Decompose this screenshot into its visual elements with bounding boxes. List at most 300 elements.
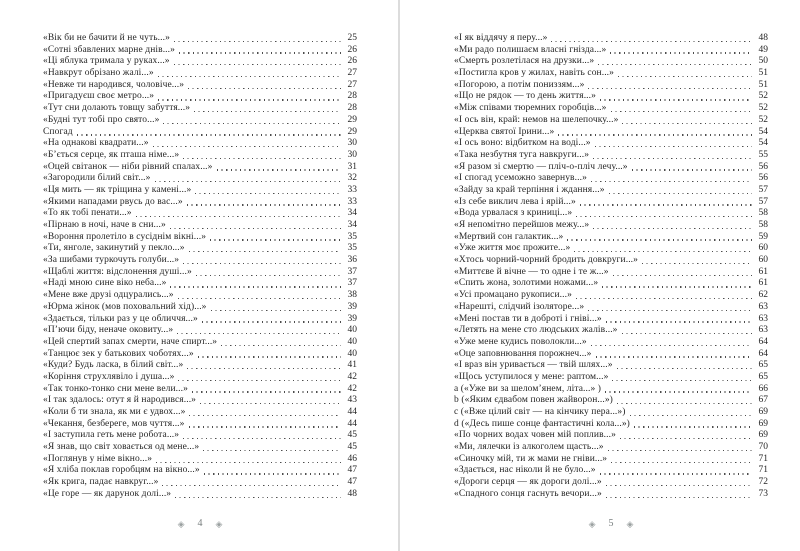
toc-entry bbox=[43, 454, 357, 466]
toc-entry-page-number: 71 bbox=[758, 465, 768, 476]
toc-entry bbox=[454, 208, 768, 220]
toc-page-left bbox=[0, 0, 399, 551]
diamond-ornament-icon: ◈ bbox=[177, 518, 185, 529]
toc-entry-title: «Пірнаю в ночі, наче в сни...» bbox=[43, 220, 166, 230]
dot-leader bbox=[576, 216, 752, 217]
toc-entry bbox=[454, 173, 768, 185]
toc-entry-title: «Зайду за край терпіння і ждання...» bbox=[454, 184, 605, 195]
toc-entry-title: «Танцює зек у батькових чоботях...» bbox=[43, 348, 194, 359]
dot-leader bbox=[178, 298, 341, 299]
toc-list-right bbox=[454, 33, 768, 501]
dot-leader bbox=[187, 368, 341, 369]
dot-leader bbox=[602, 286, 752, 287]
toc-entry-page-number: 57 bbox=[758, 184, 768, 195]
toc-entry bbox=[43, 150, 357, 162]
dot-leader bbox=[203, 450, 341, 451]
dot-leader bbox=[618, 76, 752, 77]
toc-entry-title: «Я знав, що світ ховається од мене...» bbox=[43, 442, 200, 453]
toc-entry-page-number: 27 bbox=[347, 79, 357, 90]
toc-entry-title: «Церква святої Ірини...» bbox=[454, 126, 555, 137]
toc-entry-page-number: 57 bbox=[758, 196, 768, 207]
dot-leader bbox=[610, 52, 752, 53]
toc-entry-page-number: 72 bbox=[758, 477, 768, 488]
toc-entry-page-number: 45 bbox=[347, 430, 357, 441]
toc-entry-page-number: 70 bbox=[758, 442, 768, 453]
toc-entry bbox=[454, 290, 768, 302]
toc-entry-title: «Я хліба поклав горобцям на вікно...» bbox=[43, 465, 200, 476]
toc-entry bbox=[454, 465, 768, 477]
dot-leader bbox=[158, 76, 341, 77]
dot-leader bbox=[174, 41, 341, 42]
toc-entry bbox=[454, 115, 768, 127]
toc-entry-title: «Навкрут обрізано жалі...» bbox=[43, 68, 154, 79]
toc-entry bbox=[454, 384, 768, 396]
toc-entry-page-number: 63 bbox=[758, 301, 768, 312]
toc-entry-title: «За шибами туркочуть голуби...» bbox=[43, 255, 180, 266]
toc-entry bbox=[43, 419, 357, 431]
toc-entry-page-number: 29 bbox=[347, 126, 357, 137]
toc-entry bbox=[454, 56, 768, 68]
toc-entry-title: «То як тобі пенати...» bbox=[43, 208, 132, 219]
toc-entry-page-number: 69 bbox=[758, 430, 768, 441]
toc-entry-title: «Мертвий сон галактик...» bbox=[454, 231, 564, 242]
toc-entry bbox=[454, 45, 768, 57]
toc-entry-page-number: 44 bbox=[347, 407, 357, 417]
dot-leader bbox=[187, 204, 341, 205]
dot-leader bbox=[634, 426, 752, 427]
toc-entry-title: «Погорою, а потім пониззям...» bbox=[454, 79, 585, 90]
toc-entry-page-number: 25 bbox=[347, 33, 357, 43]
dot-leader bbox=[189, 251, 341, 252]
toc-entry bbox=[454, 395, 768, 407]
dot-leader bbox=[198, 356, 341, 357]
dot-leader bbox=[162, 485, 341, 486]
dot-leader bbox=[217, 169, 342, 170]
dot-leader bbox=[177, 333, 341, 334]
dot-leader bbox=[632, 169, 752, 170]
toc-entry-title: «Смерть розлетілася на друзки...» bbox=[454, 56, 595, 67]
toc-entry-page-number: 44 bbox=[347, 418, 357, 429]
toc-entry-page-number: 35 bbox=[347, 243, 357, 254]
toc-entry bbox=[454, 103, 768, 115]
dot-leader bbox=[202, 321, 341, 322]
toc-entry-title: a («Уже ви за шелом’янем, літа...» ) bbox=[454, 383, 602, 394]
dot-leader bbox=[183, 263, 341, 264]
toc-entry-page-number: 48 bbox=[758, 33, 768, 43]
toc-entry-title: «І спогад усеможно завернув...» bbox=[454, 173, 587, 184]
toc-entry bbox=[43, 220, 357, 232]
folio-page-number-left: 4 bbox=[197, 518, 203, 529]
dot-leader bbox=[588, 310, 752, 311]
toc-entry-title: «Ти, янголе, закинутий у пекло...» bbox=[43, 243, 185, 254]
toc-entry bbox=[454, 278, 768, 290]
dot-leader bbox=[194, 111, 341, 112]
toc-entry-page-number: 52 bbox=[758, 114, 768, 125]
toc-entry bbox=[43, 232, 357, 244]
toc-entry bbox=[454, 80, 768, 92]
toc-entry bbox=[43, 477, 357, 489]
toc-entry-page-number: 42 bbox=[347, 371, 357, 382]
toc-entry-title: «Так тонко-тонко сни мене вели...» bbox=[43, 383, 188, 394]
toc-entry bbox=[43, 384, 357, 396]
dot-leader bbox=[174, 64, 341, 65]
dot-leader bbox=[170, 286, 341, 287]
dot-leader bbox=[617, 368, 752, 369]
dot-leader bbox=[574, 251, 752, 252]
toc-entry-title: «Куди? Будь ласка, в білий світ...» bbox=[43, 360, 184, 371]
toc-entry-page-number: 69 bbox=[758, 418, 768, 429]
toc-entry bbox=[43, 91, 357, 103]
dot-leader bbox=[608, 450, 752, 451]
toc-entry-page-number: 65 bbox=[758, 371, 768, 382]
toc-entry-title: «І ось воно: відбитком на воді...» bbox=[454, 138, 591, 149]
dot-leader bbox=[611, 462, 752, 463]
toc-entry bbox=[43, 197, 357, 209]
toc-entry-title: «Наді мною сине віко неба...» bbox=[43, 278, 167, 289]
toc-entry-page-number: 64 bbox=[758, 348, 768, 359]
toc-entry-page-number: 26 bbox=[347, 56, 357, 67]
toc-entry bbox=[454, 337, 768, 349]
toc-entry-page-number: 30 bbox=[347, 138, 357, 149]
toc-entry-page-number: 40 bbox=[347, 325, 357, 336]
toc-entry bbox=[454, 360, 768, 372]
toc-entry bbox=[454, 454, 768, 466]
toc-entry bbox=[43, 173, 357, 185]
dot-leader bbox=[170, 228, 341, 229]
toc-entry-page-number: 65 bbox=[758, 360, 768, 371]
dot-leader bbox=[155, 181, 342, 182]
toc-entry-page-number: 50 bbox=[758, 56, 768, 67]
toc-entry bbox=[43, 395, 357, 407]
toc-entry-page-number: 56 bbox=[758, 161, 768, 172]
dot-leader bbox=[211, 310, 341, 311]
toc-entry bbox=[454, 267, 768, 279]
toc-entry-page-number: 54 bbox=[758, 138, 768, 149]
dot-leader bbox=[77, 134, 341, 135]
toc-entry bbox=[454, 489, 768, 501]
toc-entry bbox=[43, 360, 357, 372]
toc-entry bbox=[454, 138, 768, 150]
toc-entry bbox=[43, 255, 357, 267]
toc-entry-page-number: 30 bbox=[347, 149, 357, 160]
toc-entry bbox=[43, 185, 357, 197]
toc-entry-page-number: 39 bbox=[347, 313, 357, 324]
dot-leader bbox=[611, 111, 752, 112]
toc-entry-page-number: 58 bbox=[758, 208, 768, 219]
toc-entry-title: «Якими нападами рвусь до вас...» bbox=[43, 196, 183, 207]
toc-entry-page-number: 40 bbox=[347, 348, 357, 359]
toc-entry-page-number: 51 bbox=[758, 68, 768, 79]
toc-entry-title: d («Десь пише сонце фантастичні кола...») bbox=[454, 418, 630, 429]
toc-entry-title: «І враз він уривається — твій шлях...» bbox=[454, 360, 613, 371]
dot-leader bbox=[591, 181, 752, 182]
toc-entry-title: «Миттєве й вічне — то одне і те ж...» bbox=[454, 266, 609, 277]
toc-entry-title: «Хтось чорний-чорний бродить довкруги...» bbox=[454, 255, 638, 266]
dot-leader bbox=[558, 134, 752, 135]
toc-entry bbox=[43, 302, 357, 314]
dot-leader bbox=[600, 473, 752, 474]
toc-entry-page-number: 56 bbox=[758, 173, 768, 184]
toc-entry-page-number: 61 bbox=[758, 278, 768, 289]
toc-entry-page-number: 37 bbox=[347, 278, 357, 289]
toc-entry-title: «Оце заповнювання порожнеч...» bbox=[454, 348, 592, 359]
toc-entry-title: «І заступила геть мене робота...» bbox=[43, 430, 180, 441]
toc-entry-title: «Ці яблука тримала у руках...» bbox=[43, 56, 170, 67]
toc-entry-title: Спогад bbox=[43, 126, 73, 137]
toc-entry bbox=[454, 232, 768, 244]
toc-entry-title: «І як віддячу я перу...» bbox=[454, 33, 548, 43]
toc-entry bbox=[43, 243, 357, 255]
diamond-ornament-icon: ◈ bbox=[215, 518, 223, 529]
toc-entry-title: «Ми радо полишаєм власні гнізда...» bbox=[454, 44, 607, 55]
folio-page-number-right: 5 bbox=[608, 518, 614, 529]
toc-entry bbox=[454, 127, 768, 139]
toc-entry-title: «Дороги серця — як дороги долі...» bbox=[454, 477, 602, 488]
toc-entry-title: «Будні тут тобі про свято...» bbox=[43, 114, 160, 125]
toc-entry-page-number: 63 bbox=[758, 313, 768, 324]
toc-entry-title: «Здається, тільки раз у це обличчя...» bbox=[43, 313, 198, 324]
toc-entry-page-number: 33 bbox=[347, 184, 357, 195]
toc-entry bbox=[454, 430, 768, 442]
toc-entry-page-number: 45 bbox=[347, 442, 357, 453]
toc-entry-title: «І ось він, край: немов на шелепочку...» bbox=[454, 114, 619, 125]
toc-entry-title: «Цей спертий запах смерти, наче спирт...» bbox=[43, 336, 218, 347]
toc-entry-page-number: 55 bbox=[758, 149, 768, 160]
dot-leader bbox=[606, 321, 752, 322]
toc-entry-page-number: 29 bbox=[347, 114, 357, 125]
toc-entry-page-number: 52 bbox=[758, 103, 768, 114]
toc-entry-title: «Сотні збавлених марне днів...» bbox=[43, 44, 175, 55]
toc-entry-title: «Здається, нас ніколи й не було...» bbox=[454, 465, 596, 476]
toc-entry-page-number: 73 bbox=[758, 488, 768, 499]
dot-leader bbox=[200, 403, 341, 404]
toc-entry-page-number: 36 bbox=[347, 255, 357, 266]
toc-entry bbox=[43, 372, 357, 384]
toc-entry-page-number: 58 bbox=[758, 220, 768, 230]
toc-entry-title: «Усі промацано рукописи...» bbox=[454, 290, 572, 301]
dot-leader bbox=[593, 158, 752, 159]
toc-entry-page-number: 64 bbox=[758, 336, 768, 347]
toc-entry-title: b («Яким єдвабом повен жайворон...») bbox=[454, 395, 613, 406]
toc-entry-page-number: 62 bbox=[758, 290, 768, 301]
toc-entry-title: «Вода урвалася з криниці...» bbox=[454, 208, 573, 219]
toc-entry bbox=[43, 80, 357, 92]
toc-entry bbox=[43, 349, 357, 361]
toc-entry bbox=[43, 56, 357, 68]
toc-entry-title: «П’ючи біду, неначе оковиту...» bbox=[43, 325, 174, 336]
toc-entry-title: «Із себе виклич лева і ярій...» bbox=[454, 196, 576, 207]
toc-entry-title: «І так здалось: отут я й народився...» bbox=[43, 395, 197, 406]
dot-leader bbox=[551, 41, 752, 42]
toc-entry-title: «Загородили білий світ...» bbox=[43, 173, 151, 184]
diamond-ornament-icon: ◈ bbox=[626, 518, 634, 529]
toc-entry-page-number: 67 bbox=[758, 395, 768, 406]
toc-entry bbox=[454, 220, 768, 232]
toc-entry-page-number: 26 bbox=[347, 44, 357, 55]
dot-leader bbox=[576, 298, 752, 299]
toc-entry bbox=[454, 419, 768, 431]
dot-leader bbox=[593, 228, 752, 229]
dot-leader bbox=[600, 99, 752, 100]
dot-leader bbox=[189, 426, 341, 427]
toc-entry bbox=[43, 103, 357, 115]
toc-entry-title: «Уже мене кудись поволокли...» bbox=[454, 336, 587, 347]
toc-entry-page-number: 41 bbox=[347, 360, 357, 371]
toc-entry-title: «Синочку мій, ти ж мами не гніви...» bbox=[454, 453, 608, 464]
toc-entry bbox=[43, 127, 357, 139]
toc-entry-page-number: 34 bbox=[347, 208, 357, 219]
dot-leader bbox=[136, 216, 341, 217]
toc-entry-page-number: 51 bbox=[758, 79, 768, 90]
dot-leader bbox=[153, 146, 341, 147]
dot-leader bbox=[622, 333, 752, 334]
toc-entry-title: «Вороння пролетіло в сусіднім вікні...» bbox=[43, 231, 207, 242]
diamond-ornament-icon: ◈ bbox=[588, 518, 596, 529]
toc-entry-title: «Це горе — як дарунок долі...» bbox=[43, 488, 172, 499]
toc-entry-page-number: 48 bbox=[347, 488, 357, 499]
toc-entry-title: «Поглянув у німе вікно...» bbox=[43, 453, 153, 464]
toc-entry bbox=[454, 197, 768, 209]
dot-leader bbox=[163, 123, 341, 124]
toc-entry bbox=[43, 33, 357, 45]
dot-leader bbox=[567, 239, 752, 240]
toc-entry-page-number: 59 bbox=[758, 231, 768, 242]
toc-entry bbox=[454, 407, 768, 419]
toc-entry bbox=[454, 91, 768, 103]
dot-leader bbox=[609, 193, 752, 194]
toc-entry bbox=[43, 442, 357, 454]
dot-leader bbox=[620, 438, 752, 439]
toc-entry-page-number: 61 bbox=[758, 266, 768, 277]
toc-entry-title: «Спадного сонця гаснуть вечори...» bbox=[454, 488, 602, 499]
toc-entry-title: «Я разом зі смертю — пліч-о-пліч лечу...» bbox=[454, 161, 628, 172]
toc-entry bbox=[43, 290, 357, 302]
dot-leader bbox=[192, 391, 341, 392]
toc-entry-title: «Вік би не бачити й не чуть...» bbox=[43, 33, 170, 43]
dot-leader bbox=[580, 204, 752, 205]
toc-entry-title: «Тут сни долають товщу забуття...» bbox=[43, 103, 191, 114]
toc-entry-page-number: 46 bbox=[347, 453, 357, 464]
toc-entry bbox=[43, 407, 357, 419]
dot-leader bbox=[591, 345, 752, 346]
toc-entry bbox=[454, 243, 768, 255]
toc-entry-page-number: 34 bbox=[347, 220, 357, 230]
dot-leader bbox=[588, 88, 752, 89]
toc-entry bbox=[454, 314, 768, 326]
toc-entry bbox=[43, 278, 357, 290]
toc-entry-page-number: 37 bbox=[347, 266, 357, 277]
toc-entry-page-number: 63 bbox=[758, 325, 768, 336]
toc-entry-page-number: 47 bbox=[347, 465, 357, 476]
toc-entry bbox=[454, 477, 768, 489]
page-footer-right bbox=[454, 519, 768, 529]
dot-leader bbox=[178, 380, 341, 381]
toc-entry-title: «Що не рядок — то день життя...» bbox=[454, 91, 596, 102]
dot-leader bbox=[195, 193, 341, 194]
toc-entry-title: «На однакові квадрати...» bbox=[43, 138, 149, 149]
toc-entry-page-number: 69 bbox=[758, 407, 768, 417]
toc-entry bbox=[454, 442, 768, 454]
toc-entry-page-number: 35 bbox=[347, 231, 357, 242]
toc-entry-title: «Як крига, падає навкруг...» bbox=[43, 477, 159, 488]
page-footer-left bbox=[43, 519, 357, 529]
toc-entry-page-number: 39 bbox=[347, 301, 357, 312]
toc-entry bbox=[454, 162, 768, 174]
toc-entry-title: «Уже життя моє прожите...» bbox=[454, 243, 571, 254]
dot-leader bbox=[183, 438, 341, 439]
toc-entry-page-number: 38 bbox=[347, 290, 357, 301]
toc-entry-title: «Б’ється серце, як пташа німе...» bbox=[43, 149, 180, 160]
toc-entry bbox=[454, 349, 768, 361]
toc-entry-title: c («Вже цілий світ — на кінчику пера...») bbox=[454, 407, 626, 417]
dot-leader bbox=[622, 123, 752, 124]
toc-entry-page-number: 52 bbox=[758, 91, 768, 102]
toc-entry-title: «Я непомітно перейшов межу...» bbox=[454, 220, 590, 230]
toc-entry bbox=[43, 208, 357, 220]
toc-entry bbox=[43, 115, 357, 127]
toc-entry bbox=[454, 372, 768, 384]
dot-leader bbox=[617, 403, 752, 404]
dot-leader bbox=[642, 263, 752, 264]
toc-entry-title: «Коріння струхлявіло і душа...» bbox=[43, 371, 175, 382]
toc-entry bbox=[43, 314, 357, 326]
toc-entry-title: «Летять на мене сто людських жалів...» bbox=[454, 325, 618, 336]
toc-entry-title: «Юрма жінок (мов поховальний хід)...» bbox=[43, 301, 207, 312]
toc-entry-page-number: 66 bbox=[758, 383, 768, 394]
dot-leader bbox=[605, 391, 752, 392]
toc-entry bbox=[43, 267, 357, 279]
toc-entry-title: «По чорних водах човен мій поплив...» bbox=[454, 430, 616, 441]
toc-entry-page-number: 28 bbox=[347, 103, 357, 114]
dot-leader bbox=[613, 275, 752, 276]
dot-leader bbox=[189, 415, 341, 416]
toc-entry-title: «Ця мить — як тріщина у камені...» bbox=[43, 184, 192, 195]
toc-entry-page-number: 54 bbox=[758, 126, 768, 137]
dot-leader bbox=[595, 146, 752, 147]
toc-entry bbox=[454, 255, 768, 267]
dot-leader bbox=[606, 497, 752, 498]
toc-entry-page-number: 60 bbox=[758, 243, 768, 254]
toc-entry-title: «Така незбутня туга навкруги...» bbox=[454, 149, 590, 160]
toc-entry bbox=[43, 45, 357, 57]
toc-entry-page-number: 71 bbox=[758, 453, 768, 464]
toc-entry-title: «Між співами тюремних горобців...» bbox=[454, 103, 607, 114]
toc-entry-title: «Оцей світанок — ніби рівний спалах...» bbox=[43, 161, 213, 172]
dot-leader bbox=[179, 52, 341, 53]
toc-entry bbox=[454, 150, 768, 162]
toc-entry-page-number: 31 bbox=[347, 161, 357, 172]
dot-leader bbox=[183, 158, 341, 159]
dot-leader bbox=[596, 356, 753, 357]
toc-entry bbox=[43, 68, 357, 80]
toc-entry-page-number: 47 bbox=[347, 477, 357, 488]
toc-entry bbox=[454, 185, 768, 197]
toc-entry bbox=[43, 430, 357, 442]
toc-entry-title: «Коли б ти знала, як ми є удвох...» bbox=[43, 407, 186, 417]
dot-leader bbox=[156, 462, 341, 463]
dot-leader bbox=[188, 88, 341, 89]
toc-entry-page-number: 60 bbox=[758, 255, 768, 266]
toc-entry-page-number: 49 bbox=[758, 44, 768, 55]
toc-entry bbox=[43, 337, 357, 349]
toc-entry-page-number: 43 bbox=[347, 395, 357, 406]
toc-entry-title: «Пригадуєш своє метро...» bbox=[43, 91, 155, 102]
toc-entry bbox=[43, 489, 357, 501]
dot-leader bbox=[221, 345, 341, 346]
toc-entry-title: «Мене вже друзі одцурались...» bbox=[43, 290, 174, 301]
toc-entry-page-number: 33 bbox=[347, 196, 357, 207]
toc-entry bbox=[43, 325, 357, 337]
